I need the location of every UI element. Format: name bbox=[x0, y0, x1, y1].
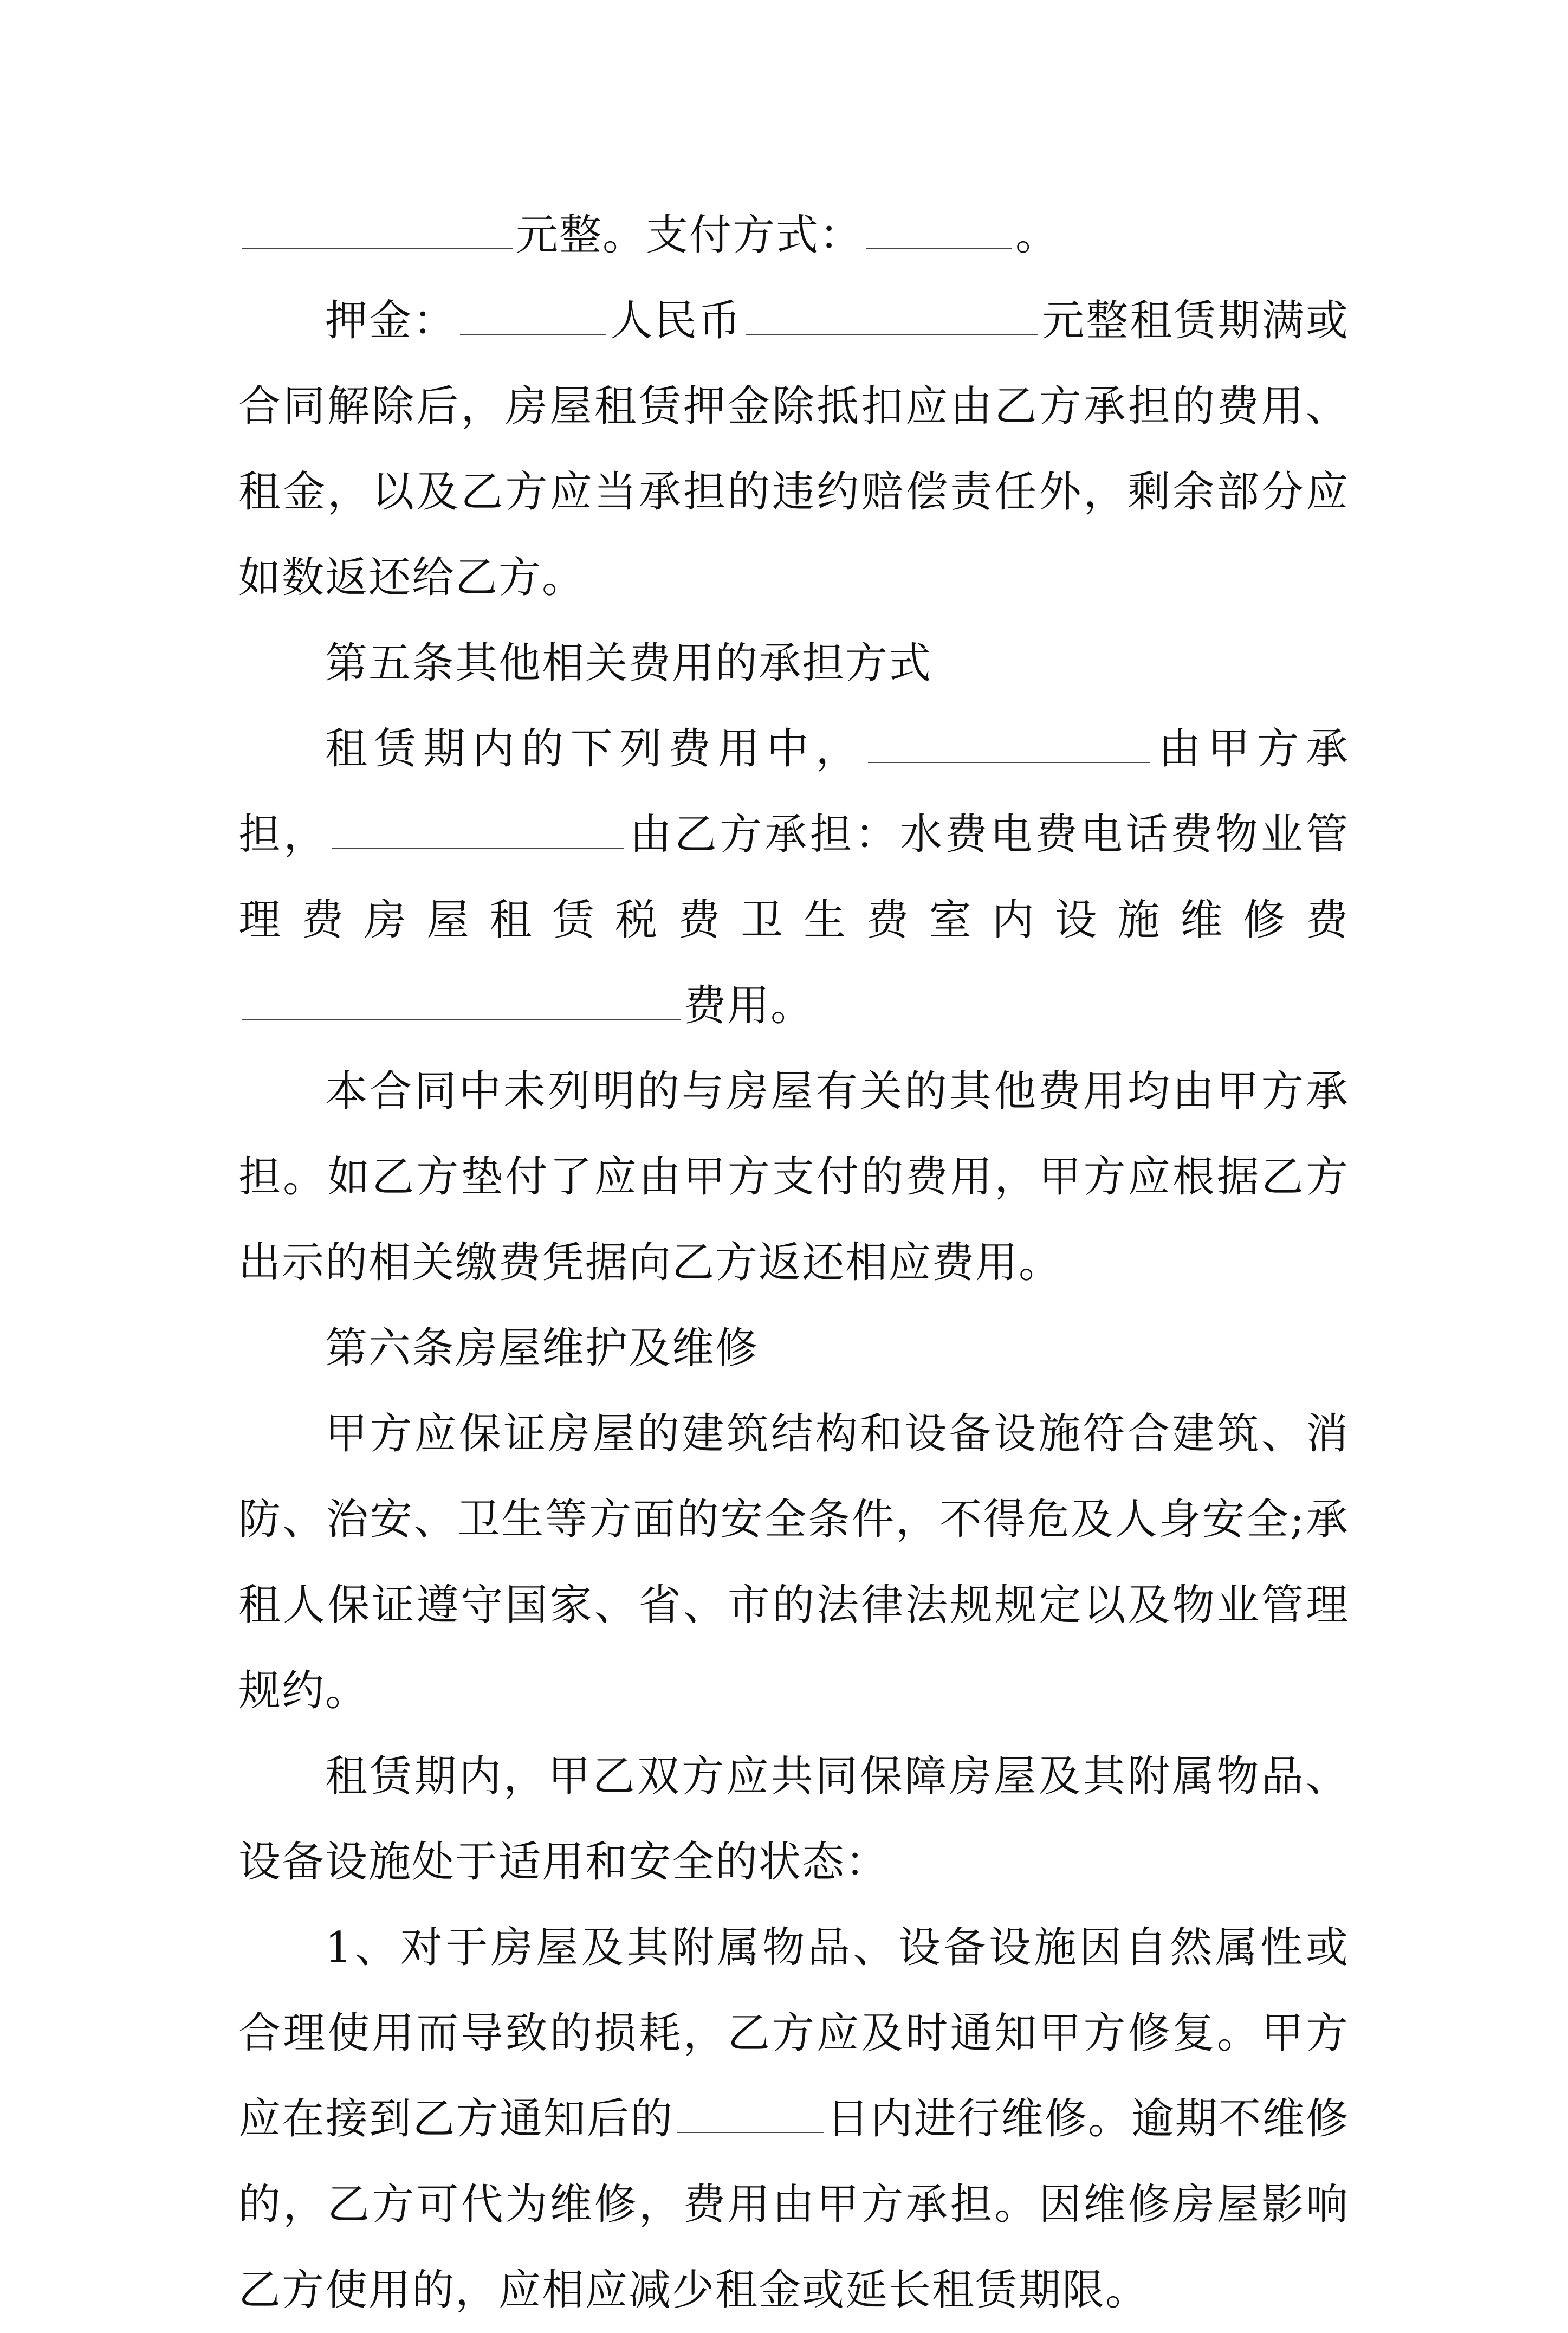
fees-landlord-text: 由甲方承担， bbox=[238, 725, 1349, 859]
fees-intro: 租赁期内的下列费用中， bbox=[325, 725, 865, 773]
maintenance-intro-text: 租赁期内，甲乙双方应共同保障房屋及其附属物品、设备设施处于适用和安全的状态： bbox=[238, 1752, 1349, 1886]
section-title-article-6 bbox=[238, 1306, 1349, 1391]
paragraph-payment bbox=[238, 192, 1349, 278]
article-6-heading: 第六条房屋维护及维修 bbox=[325, 1324, 759, 1373]
blank-repair-days-field[interactable] bbox=[677, 2092, 824, 2133]
paragraph-fees bbox=[238, 706, 1349, 1049]
deposit-currency: 人民币 bbox=[610, 296, 742, 345]
blank-amount-field[interactable] bbox=[242, 208, 513, 249]
maintenance-item-1-text-end: 日内进行维修。逾期不维修的，乙方可代为维修，费用由甲方承担。因维修房屋影响乙方使用的，应相应减少租金或延长租赁期限。 bbox=[238, 2095, 1349, 2315]
other-fees-text: 本合同中未列明的与房屋有关的其他费用均由甲方承担。如乙方垫付了应由甲方支付的费用，甲方应根据乙方出示的相关缴费凭据向乙方返还相应费用。 bbox=[238, 1067, 1349, 1287]
deposit-text: 元整租赁期满或合同解除后，房屋租赁押金除抵扣应由乙方承担的费用、租金，以及乙方应当承担的违约赔偿责任外，剩余部分应如数返还给乙方。 bbox=[238, 296, 1349, 602]
fees-tenant-text: 由乙方承担：水费电费电话费物业管理费房屋租赁税费卫生费室内设施维修费 bbox=[238, 810, 1349, 945]
blank-deposit-amount-field[interactable] bbox=[746, 294, 1038, 335]
payment-text: 元整。支付方式： bbox=[516, 211, 863, 260]
paragraph-maintenance-intro bbox=[238, 1734, 1349, 1905]
safety-text: 甲方应保证房屋的建筑结构和设备设施符合建筑、消防、治安、卫生等方面的安全条件，不得危及人身安全;承租人保证遵守国家、省、市的法律法规规定以及物业管理规约。 bbox=[238, 1410, 1349, 1715]
blank-tenant-fees-field[interactable] bbox=[332, 807, 624, 849]
blank-landlord-fees-field[interactable] bbox=[868, 722, 1150, 763]
deposit-label: 押金： bbox=[325, 296, 457, 345]
payment-end-text: 。 bbox=[1015, 211, 1059, 260]
article-5-heading: 第五条其他相关费用的承担方式 bbox=[325, 639, 932, 688]
paragraph-safety bbox=[238, 1391, 1349, 1734]
paragraph-deposit bbox=[238, 278, 1349, 621]
maintenance-item-1-text: 1、对于房屋及其附属物品、设备设施因自然属性或合理使用而导致的损耗，乙方应及时通知甲方修复。甲方应在接到乙方通知后的 bbox=[238, 1923, 1349, 2143]
document-page bbox=[238, 192, 1349, 2333]
paragraph-other-fees bbox=[238, 1049, 1349, 1306]
blank-other-fees-field[interactable] bbox=[242, 979, 681, 1020]
fees-end-text: 费用。 bbox=[684, 981, 814, 1030]
blank-payment-method-field[interactable] bbox=[866, 208, 1012, 249]
blank-deposit-field[interactable] bbox=[460, 294, 606, 335]
paragraph-maintenance-item-1 bbox=[238, 1905, 1349, 2333]
section-title-article-5 bbox=[238, 621, 1349, 706]
